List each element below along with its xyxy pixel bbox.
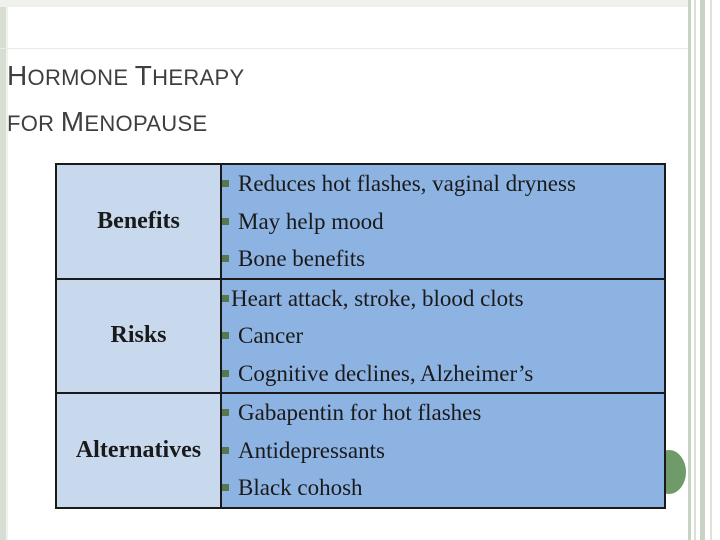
title-text-for: FOR — [7, 111, 61, 136]
list-item-text: Reduces hot flashes, vaginal dryness — [238, 171, 576, 196]
bullet-icon — [222, 295, 229, 302]
right-stripe-4 — [710, 0, 712, 540]
list-item-text: Cognitive declines, Alzheimer’s — [238, 360, 534, 386]
right-stripe-3 — [700, 0, 705, 540]
list-item-text: Heart attack, stroke, blood clots — [231, 285, 524, 311]
list-item — [222, 317, 664, 355]
bullet-icon — [222, 255, 229, 262]
bullet-icon — [222, 447, 229, 454]
bullet-icon — [222, 332, 229, 339]
table-row-alternatives — [56, 393, 665, 508]
bullet-icon — [222, 484, 229, 491]
bullet-icon — [222, 409, 229, 416]
right-stripe-1 — [688, 0, 691, 540]
list-item-text: Black cohosh — [238, 475, 363, 500]
title-cap-t: T — [134, 60, 153, 91]
title-text-ormone: ORMONE — [27, 65, 135, 90]
list-item — [222, 432, 664, 470]
list-item — [222, 280, 664, 318]
row-label-alternatives: Alternatives — [56, 393, 221, 508]
title-text-herapy: HERAPY — [152, 65, 245, 90]
table-row-risks — [56, 279, 665, 394]
bullet-icon — [222, 180, 229, 187]
title-line-2 — [7, 100, 244, 146]
list-item — [222, 240, 664, 278]
list-item-text: Bone benefits — [238, 246, 366, 271]
bullet-icon — [222, 370, 229, 377]
top-band-decoration — [0, 0, 688, 7]
table-row-benefits — [56, 164, 665, 279]
title-text-enopause: ENOPAUSE — [84, 111, 208, 136]
header-rule-decoration — [0, 48, 688, 49]
row-label-benefits: Benefits — [56, 164, 221, 279]
title-line-1 — [7, 54, 244, 100]
list-item-text: Antidepressants — [238, 437, 385, 463]
bullet-icon — [222, 218, 229, 225]
row-label-risks: Risks — [56, 279, 221, 394]
list-item — [222, 165, 664, 203]
title-cap-m: M — [60, 106, 85, 137]
list-item-text: May help mood — [238, 208, 384, 234]
list-item — [222, 394, 664, 432]
list-item — [222, 469, 664, 507]
row-content-benefits — [221, 164, 665, 279]
title-cap-h: H — [7, 60, 28, 91]
list-item-text: Gabapentin for hot flashes — [238, 400, 482, 425]
list-item — [222, 355, 664, 393]
therapy-table — [55, 163, 666, 509]
row-content-risks — [221, 279, 665, 394]
row-content-alternatives — [221, 393, 665, 508]
list-item — [222, 203, 664, 241]
list-item-text: Cancer — [238, 323, 304, 348]
right-stripe-2 — [694, 0, 696, 540]
slide-title — [7, 54, 244, 146]
